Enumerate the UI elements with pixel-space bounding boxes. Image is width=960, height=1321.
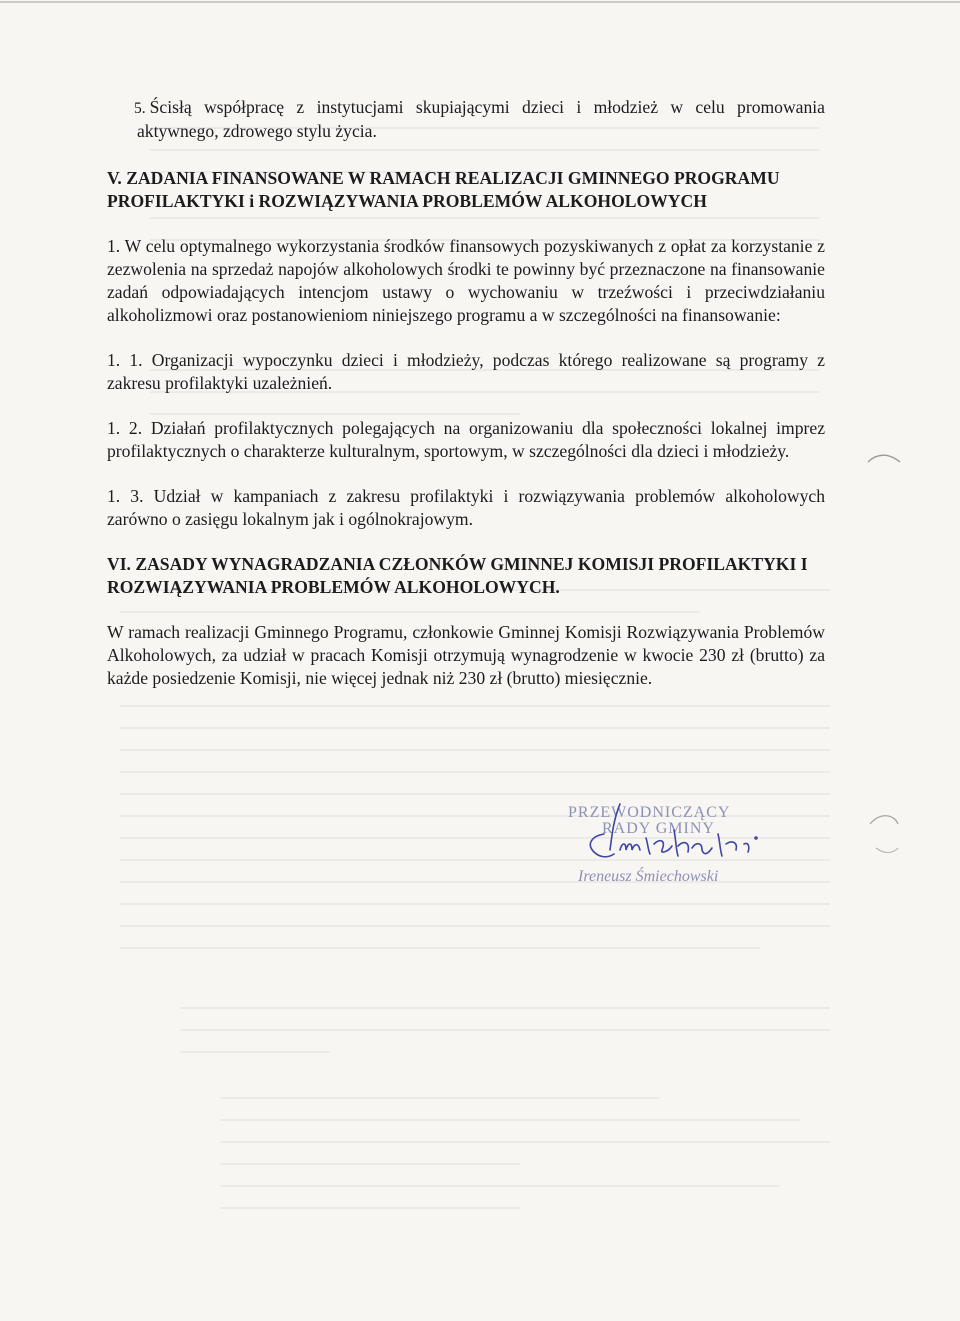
section-5-heading: V. ZADANIA FINANSOWANE W RAMACH REALIZACJI GMINNEGO PROGRAMU PROFILAKTYKI i ROZWIĄZYWANIA PROBLEMÓW ALKOHOLOWYCH	[107, 168, 780, 211]
section-6-text: W ramach realizacji Gminnego Programu, członkowie Gminnej Komisji Rozwiązywania Problemów Alkoholowych, za udział w pracach Komisji otrzymują wynagrodzenie w kwocie 230 zł (brutto) za każde posiedzenie Komisji, nie więcej jednak niż 230 zł (brutto) miesięcznie.	[107, 622, 825, 688]
official-stamp	[556, 798, 776, 898]
stamp-name: Ireneusz Śmiechowski	[578, 868, 719, 885]
stamp-subtitle: RADY GMINY	[602, 820, 715, 837]
list-item-text: Ścisłą współpracę z instytucjami skupiającymi dzieci i młodzież w celu promowania aktywnego, zdrowego stylu życia.	[137, 97, 825, 141]
item-1-3: 1. 3. Udział w kampaniach z zakresu profilaktyki i rozwiązywania problemów alkoholowych zarówno o zasięgu lokalnym jak i ogólnokrajowym.	[107, 486, 825, 529]
stamp-title: PRZEWODNICZĄCY	[568, 804, 731, 821]
section-6-heading: VI. ZASADY WYNAGRADZANIA CZŁONKÓW GMINNEJ KOMISJI PROFILAKTYKI I ROZWIĄZYWANIA PROBLEMÓW ALKOHOLOWYCH.	[107, 554, 808, 597]
list-item-5	[134, 96, 825, 143]
item-1-1: 1. 1. Organizacji wypoczynku dzieci i młodzieży, podczas którego realizowane są programy z zakresu profilaktyki uzależnień.	[107, 350, 825, 393]
item-1-2: 1. 2. Działań profilaktycznych polegających na organizowaniu dla społeczności lokalnej imprez profilaktycznych o charakterze kulturalnym, sportowym, w szczególności dla dzieci i młodzieży.	[107, 418, 825, 461]
document-body	[107, 96, 825, 690]
handwritten-signature	[556, 798, 776, 898]
section-5-intro: 1. W celu optymalnego wykorzystania środków finansowych pozyskiwanych z opłat za korzystanie z zezwolenia na sprzedaż napojów alkoholowych środki te powinny być przeznaczone na finansowanie zadań odpowiadających intencjom ustawy o wychowaniu w trzeźwości i przeciwdziałaniu alkoholizmowi oraz postanowieniom niniejszego programu a w szczególności na finansowanie:	[107, 236, 825, 325]
margin-mark	[864, 448, 904, 468]
list-item-number: 5.	[134, 100, 146, 117]
margin-mark	[864, 808, 904, 858]
